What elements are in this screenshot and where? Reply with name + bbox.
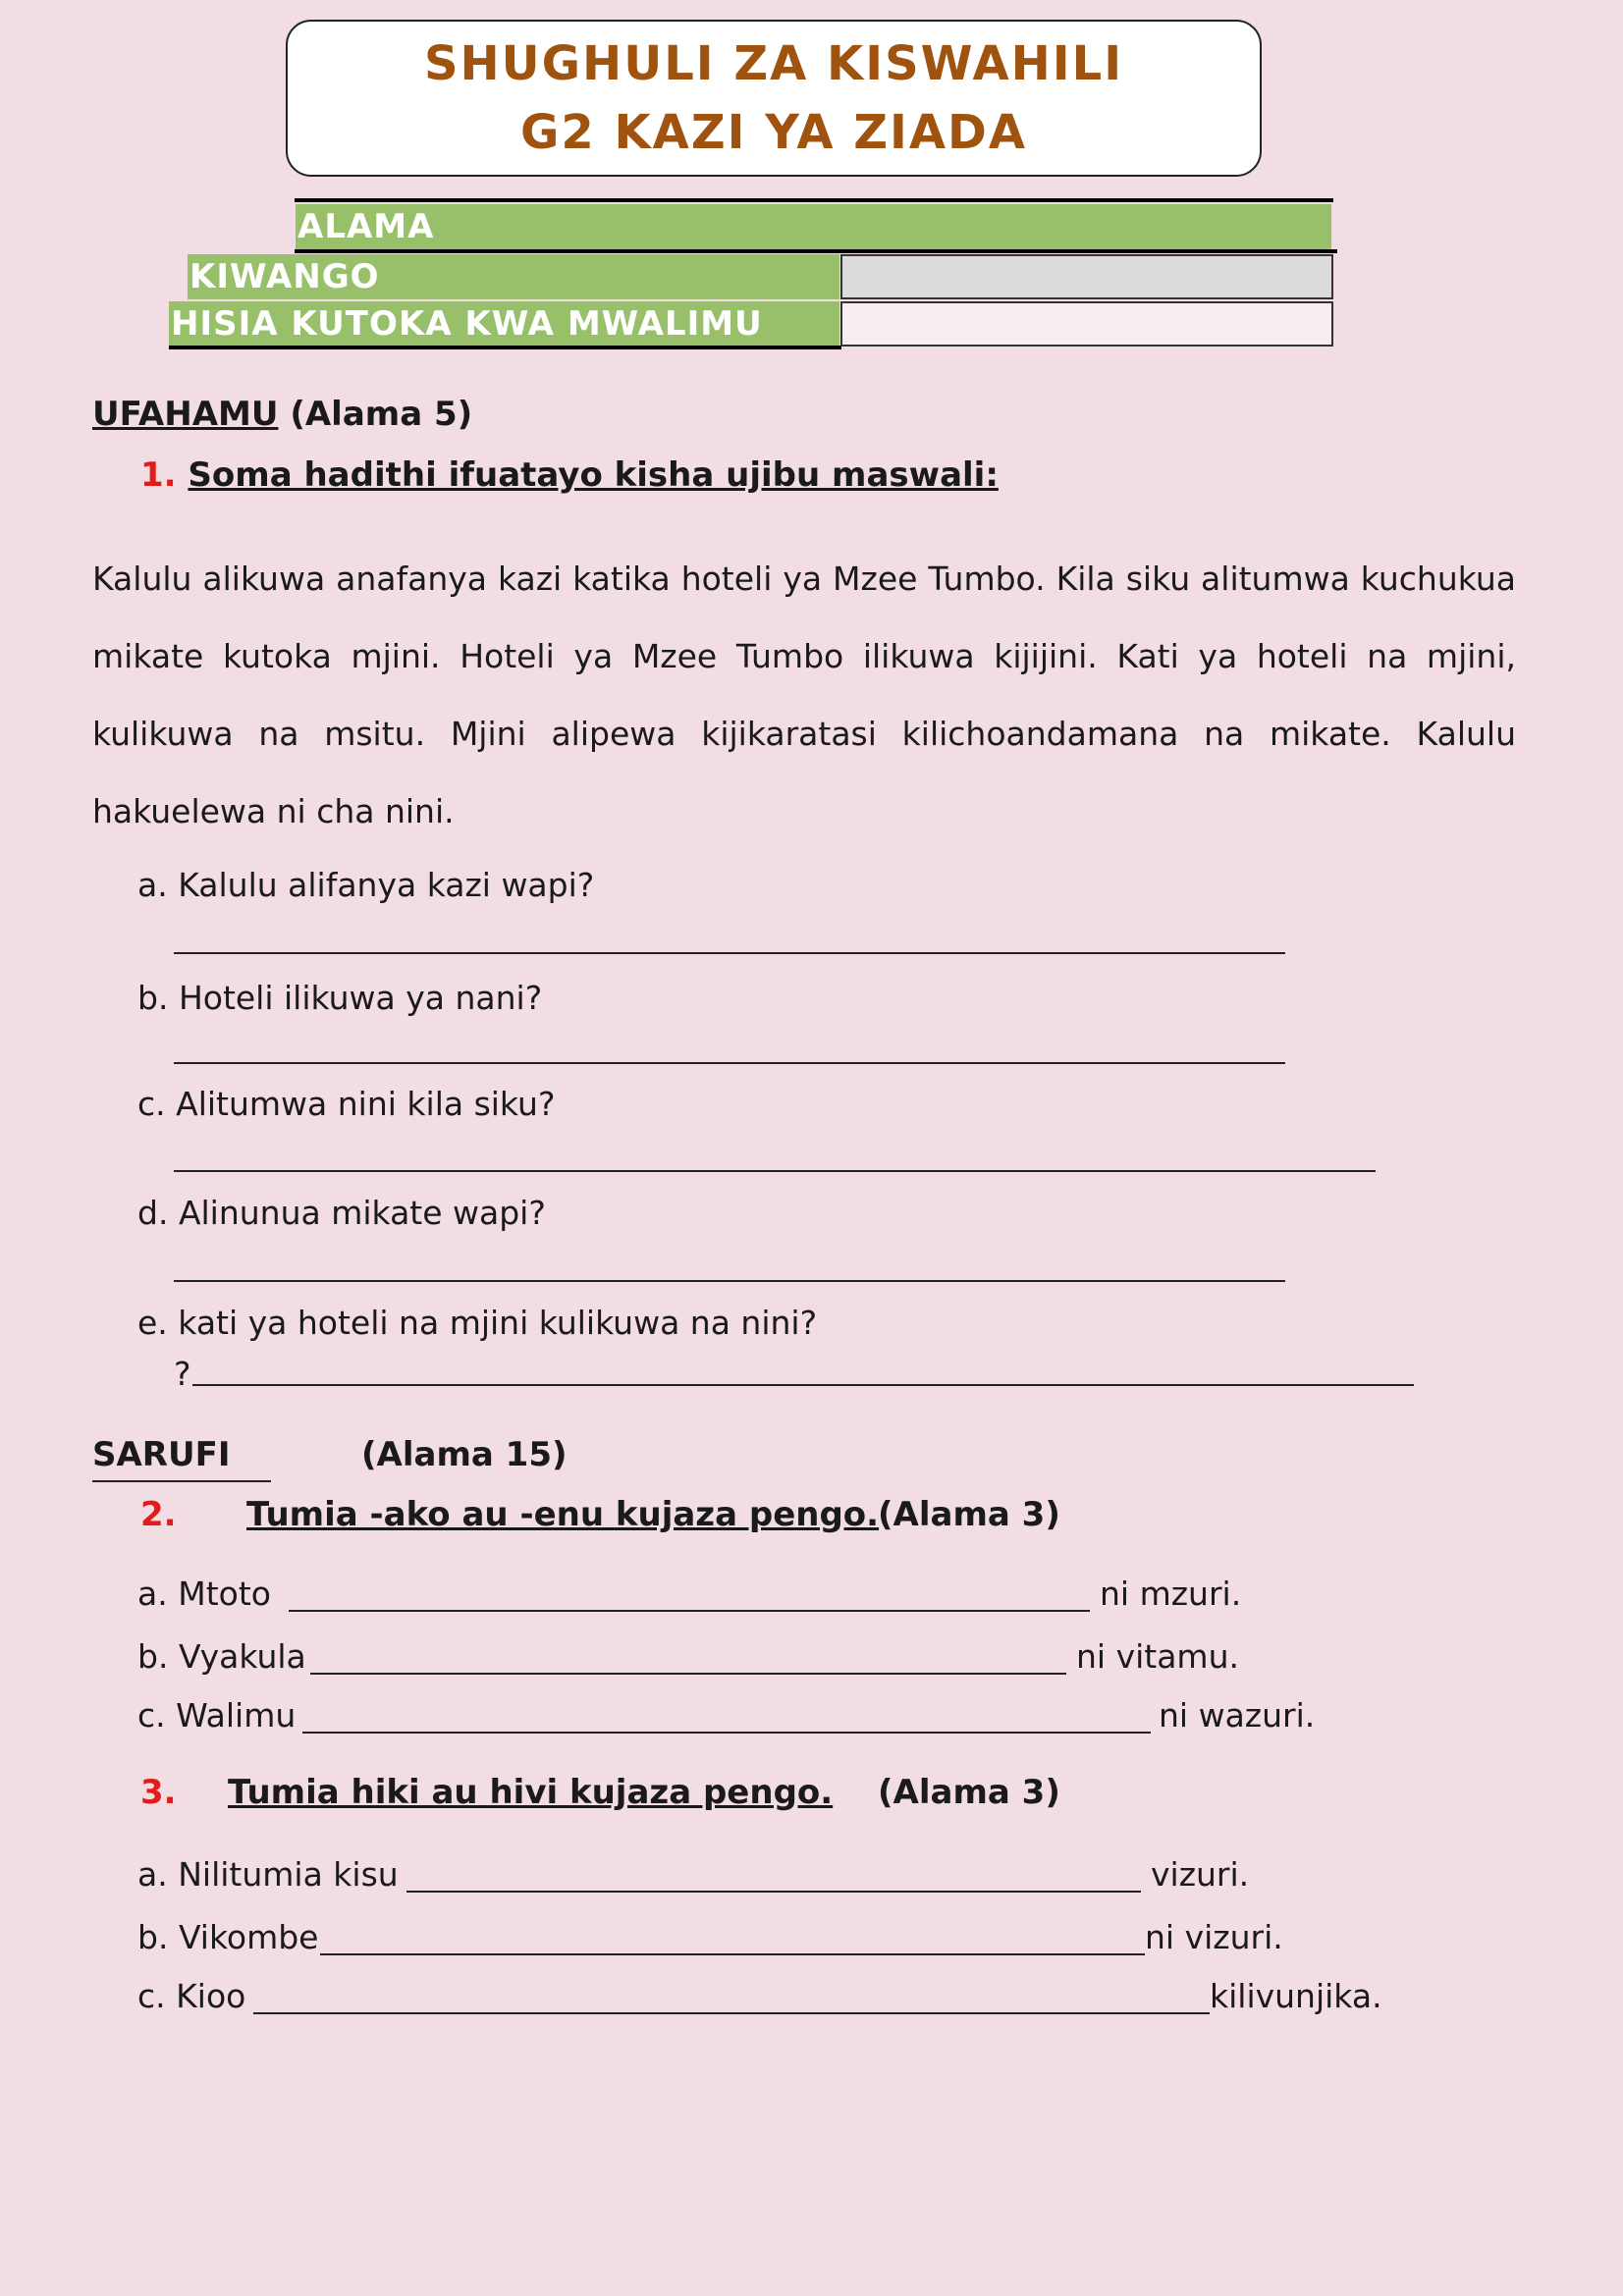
question-3b xyxy=(137,1918,318,1956)
page-subtitle: G2 KAZI YA ZIADA xyxy=(519,105,1028,160)
question-3c xyxy=(137,1977,245,2015)
question-2-number: 2. xyxy=(140,1495,177,1534)
kiwango-label: KIWANGO xyxy=(188,254,839,299)
question-2-marks: (Alama 3) xyxy=(878,1495,1060,1534)
ufahamu-heading-row xyxy=(92,395,472,434)
question-1c xyxy=(137,1085,555,1123)
answer-line-1b[interactable] xyxy=(174,1062,1285,1064)
question-1e-label: e. xyxy=(137,1304,168,1342)
question-1-instruction: Soma hadithi ifuatayo kisha ujibu maswali: xyxy=(188,455,999,495)
question-3c-start: Kioo xyxy=(176,1977,246,2015)
sarufi-heading: SARUFI xyxy=(92,1435,231,1474)
question-1d-text: Alinunua mikate wapi? xyxy=(178,1194,546,1232)
blank-3a[interactable] xyxy=(406,1891,1141,1893)
question-1e xyxy=(137,1304,817,1342)
question-2a-label: a. xyxy=(137,1575,168,1613)
question-3b-label: b. xyxy=(137,1918,169,1956)
question-1e-prefix: ? xyxy=(174,1355,191,1393)
blank-2c[interactable] xyxy=(302,1732,1151,1734)
question-2a-start: Mtoto xyxy=(178,1575,271,1613)
page-title: SHUGHULI ZA KISWAHILI xyxy=(423,36,1124,91)
blank-2b[interactable] xyxy=(310,1673,1066,1675)
question-1b xyxy=(137,979,542,1017)
blank-2a[interactable] xyxy=(289,1610,1090,1612)
alama-row: ALAMA xyxy=(296,204,1331,249)
question-1d-label: d. xyxy=(137,1194,169,1232)
answer-line-1e[interactable] xyxy=(192,1384,1414,1386)
title-box xyxy=(286,20,1262,177)
question-2-row xyxy=(246,1495,879,1534)
grade-table-top-rule xyxy=(295,198,1333,202)
question-1b-label: b. xyxy=(137,979,169,1017)
question-2c-start: Walimu xyxy=(176,1696,297,1735)
question-3-row xyxy=(228,1773,833,1812)
question-1-row xyxy=(140,455,999,495)
grade-table-bottom-rule xyxy=(169,346,841,349)
question-3a xyxy=(137,1855,399,1894)
question-2b-label: b. xyxy=(137,1637,169,1676)
question-2b-end: ni vitamu. xyxy=(1076,1637,1239,1676)
question-1a-text: Kalulu alifanya kazi wapi? xyxy=(178,866,595,904)
blank-3b[interactable] xyxy=(320,1953,1145,1955)
question-2a-end: ni mzuri. xyxy=(1100,1575,1242,1613)
story-passage: Kalulu alikuwa anafanya kazi katika hoteli ya Mzee Tumbo. Kila siku alitumwa kuchukua mikate kutoka mjini. Hoteli ya Mzee Tumbo ilikuwa kijijini. Kati ya hoteli na mjini, kulikuwa na msitu. Mjini alipewa kijikaratasi kilichoandamana na mikate. Kalulu hakuelewa ni cha nini. xyxy=(92,560,1516,830)
question-2c-end: ni wazuri. xyxy=(1159,1696,1316,1735)
question-1d xyxy=(137,1194,546,1232)
question-2a xyxy=(137,1575,271,1613)
question-3b-end: ni vizuri. xyxy=(1145,1918,1283,1956)
question-2c xyxy=(137,1696,296,1735)
question-3-marks: (Alama 3) xyxy=(878,1773,1060,1812)
sarufi-heading-underline xyxy=(92,1480,271,1482)
question-1b-text: Hoteli ilikuwa ya nani? xyxy=(178,979,543,1017)
question-1-number: 1. xyxy=(140,455,177,495)
question-2-number-wrap xyxy=(140,1495,177,1534)
question-3a-start: Nilitumia kisu xyxy=(178,1855,399,1894)
question-3a-end: vizuri. xyxy=(1151,1855,1250,1894)
question-3-number: 3. xyxy=(140,1773,177,1812)
question-3c-end: kilivunjika. xyxy=(1210,1977,1382,2015)
question-2b xyxy=(137,1637,306,1676)
blank-3c[interactable] xyxy=(253,2012,1210,2014)
question-1c-label: c. xyxy=(137,1085,166,1123)
hisia-field[interactable] xyxy=(840,301,1333,347)
ufahamu-heading: UFAHAMU xyxy=(92,395,279,434)
answer-line-1d[interactable] xyxy=(174,1280,1285,1282)
question-1c-text: Alitumwa nini kila siku? xyxy=(176,1085,556,1123)
kiwango-field[interactable] xyxy=(840,254,1333,299)
question-2-instruction: Tumia -ako au -enu kujaza pengo. xyxy=(246,1495,880,1534)
sarufi-marks: (Alama 15) xyxy=(361,1435,568,1474)
question-3b-start: Vikombe xyxy=(178,1918,319,1956)
question-3-number-wrap xyxy=(140,1773,177,1812)
question-2c-label: c. xyxy=(137,1696,166,1735)
answer-line-1c[interactable] xyxy=(174,1170,1376,1172)
ufahamu-marks: (Alama 5) xyxy=(290,395,473,434)
question-3c-label: c. xyxy=(137,1977,166,2015)
grade-table-mid-rule xyxy=(295,249,1337,253)
question-1e-text: kati ya hoteli na mjini kulikuwa na nini? xyxy=(178,1304,818,1342)
answer-line-1a[interactable] xyxy=(174,952,1285,954)
question-3-instruction: Tumia hiki au hivi kujaza pengo. xyxy=(228,1773,834,1812)
question-1a xyxy=(137,866,594,904)
question-3a-label: a. xyxy=(137,1855,168,1894)
hisia-label: HISIA KUTOKA KWA MWALIMU xyxy=(169,301,839,347)
question-2b-start: Vyakula xyxy=(178,1637,306,1676)
question-1a-label: a. xyxy=(137,866,168,904)
